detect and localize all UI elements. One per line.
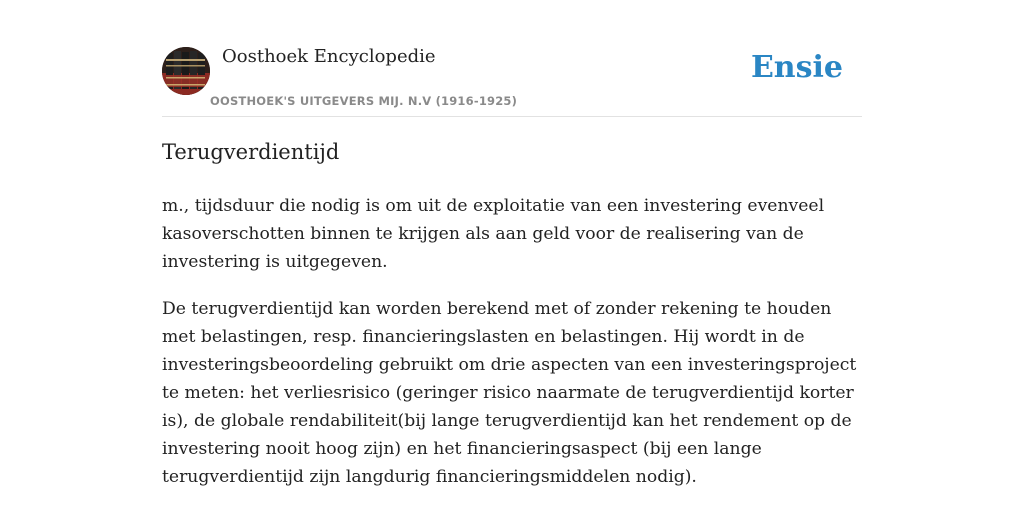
source-header bbox=[162, 44, 862, 117]
entry-title: Terugverdientijd bbox=[162, 140, 340, 164]
entry-paragraph: De terugverdientijd kan worden berekend met of zonder rekening te houden met belastingen, resp. financieringslasten en belastingen. Hij wordt in de investeringsbeoordeling gebruikt om drie aspecten van een investeringsproject te meten: het verliesrisico (geringer risico naarmate de terugverdientijd korter is), de globale rendabiliteit(bij lange terugverdientijd kan het rendement op de investering nooit hoog zijn) en het financieringsaspect (bij een lange terugverdientijd zijn langdurig financieringsmiddelen nodig). bbox=[162, 299, 857, 487]
source-avatar[interactable] bbox=[162, 47, 210, 95]
source-title[interactable]: Oosthoek Encyclopedie bbox=[222, 46, 436, 67]
book-spines-icon bbox=[162, 47, 210, 95]
source-subtitle: OOSTHOEK'S UITGEVERS MIJ. N.V (1916-1925) bbox=[210, 94, 518, 108]
brand-logo[interactable]: Ensie bbox=[750, 50, 843, 85]
entry-paragraph: m., tijdsduur die nodig is om uit de exploitatie van een investering evenveel kasoverschotten binnen te krijgen als aan geld voor de realisering van de investering is uitgegeven. bbox=[162, 196, 825, 272]
